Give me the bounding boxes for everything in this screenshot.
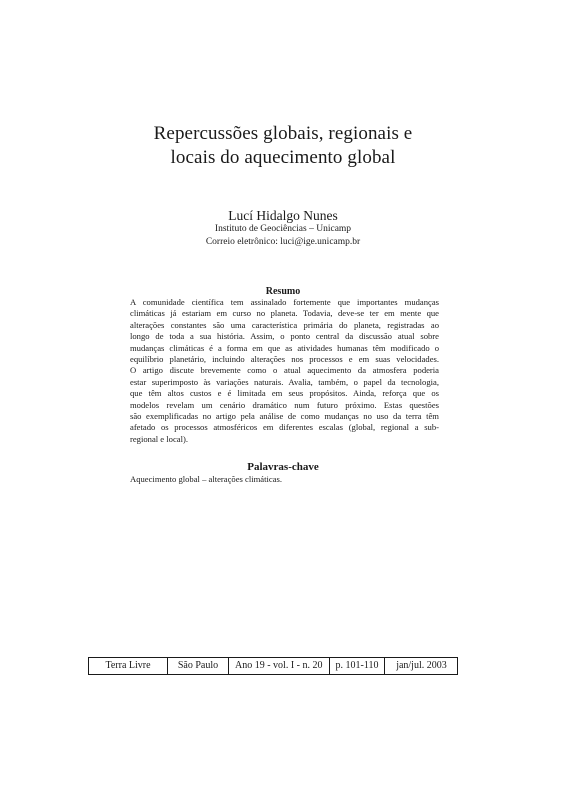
- abstract-line: equilíbrio planetário, incluindo alterações nos processos e em suas velocidades.: [130, 354, 439, 365]
- abstract-heading: Resumo: [265, 286, 301, 297]
- citation-pages: p. 101-110: [329, 658, 385, 675]
- article-title-line-2: locais do aquecimento global: [170, 147, 396, 168]
- keywords-heading: Palavras-chave: [247, 461, 319, 473]
- citation-table: [88, 657, 458, 675]
- abstract-line: A comunidade científica tem assinalado fortemente que importantes mudanças: [130, 297, 439, 307]
- abstract-line: que têm altos custos e é limitada em seus propósitos. Ainda, reforça que os: [130, 388, 439, 399]
- abstract-line: climáticas já estariam em curso no planeta. Todavia, deve-se ter em mente que: [130, 308, 439, 319]
- keywords-text: Aquecimento global – alterações climáticas.: [130, 474, 283, 484]
- citation-city: São Paulo: [168, 658, 229, 675]
- abstract-line: longo de toda a sua história. Assim, o ponto central da discussão atual sobre: [130, 331, 439, 342]
- abstract-line: regional e local).: [130, 433, 188, 444]
- article-title-line-1: Repercussões globais, regionais e: [153, 123, 413, 144]
- author-name: Lucí Hidalgo Nunes: [228, 208, 338, 223]
- citation-date: jan/jul. 2003: [385, 658, 458, 675]
- article-title: [0, 122, 566, 170]
- abstract-line: estar superimposto às variações naturais. Avalia, também, o papel da tecnologia,: [130, 376, 439, 387]
- abstract-line: mudanças climáticas é a forma em que as atividades humanas têm modificado o: [130, 342, 439, 353]
- citation-journal: Terra Livre: [89, 658, 168, 675]
- abstract-line: O artigo discute brevemente como o atual aquecimento da atmosfera poderia: [130, 365, 439, 376]
- abstract-line: afetado os processos atmosféricos em diferentes escalas (global, regional a sub-: [130, 422, 439, 433]
- email: Correio eletrônico: luci@ige.unicamp.br: [205, 236, 361, 247]
- abstract-line: modelos revelam um cenário dramático num futuro próximo. Estas questões: [130, 399, 439, 410]
- abstract-line: alterações constantes são uma característica primária do planeta, registradas ao: [130, 319, 439, 330]
- citation-volume: Ano 19 - vol. I - n. 20: [229, 658, 330, 675]
- citation-row: [89, 658, 458, 675]
- author-affiliation: [0, 223, 566, 248]
- abstract-body: [130, 297, 439, 445]
- abstract-line: são exemplificadas no artigo pela análise de como mudanças no uso da terra têm: [130, 411, 439, 422]
- institution: Instituto de Geociências – Unicamp: [214, 224, 352, 234]
